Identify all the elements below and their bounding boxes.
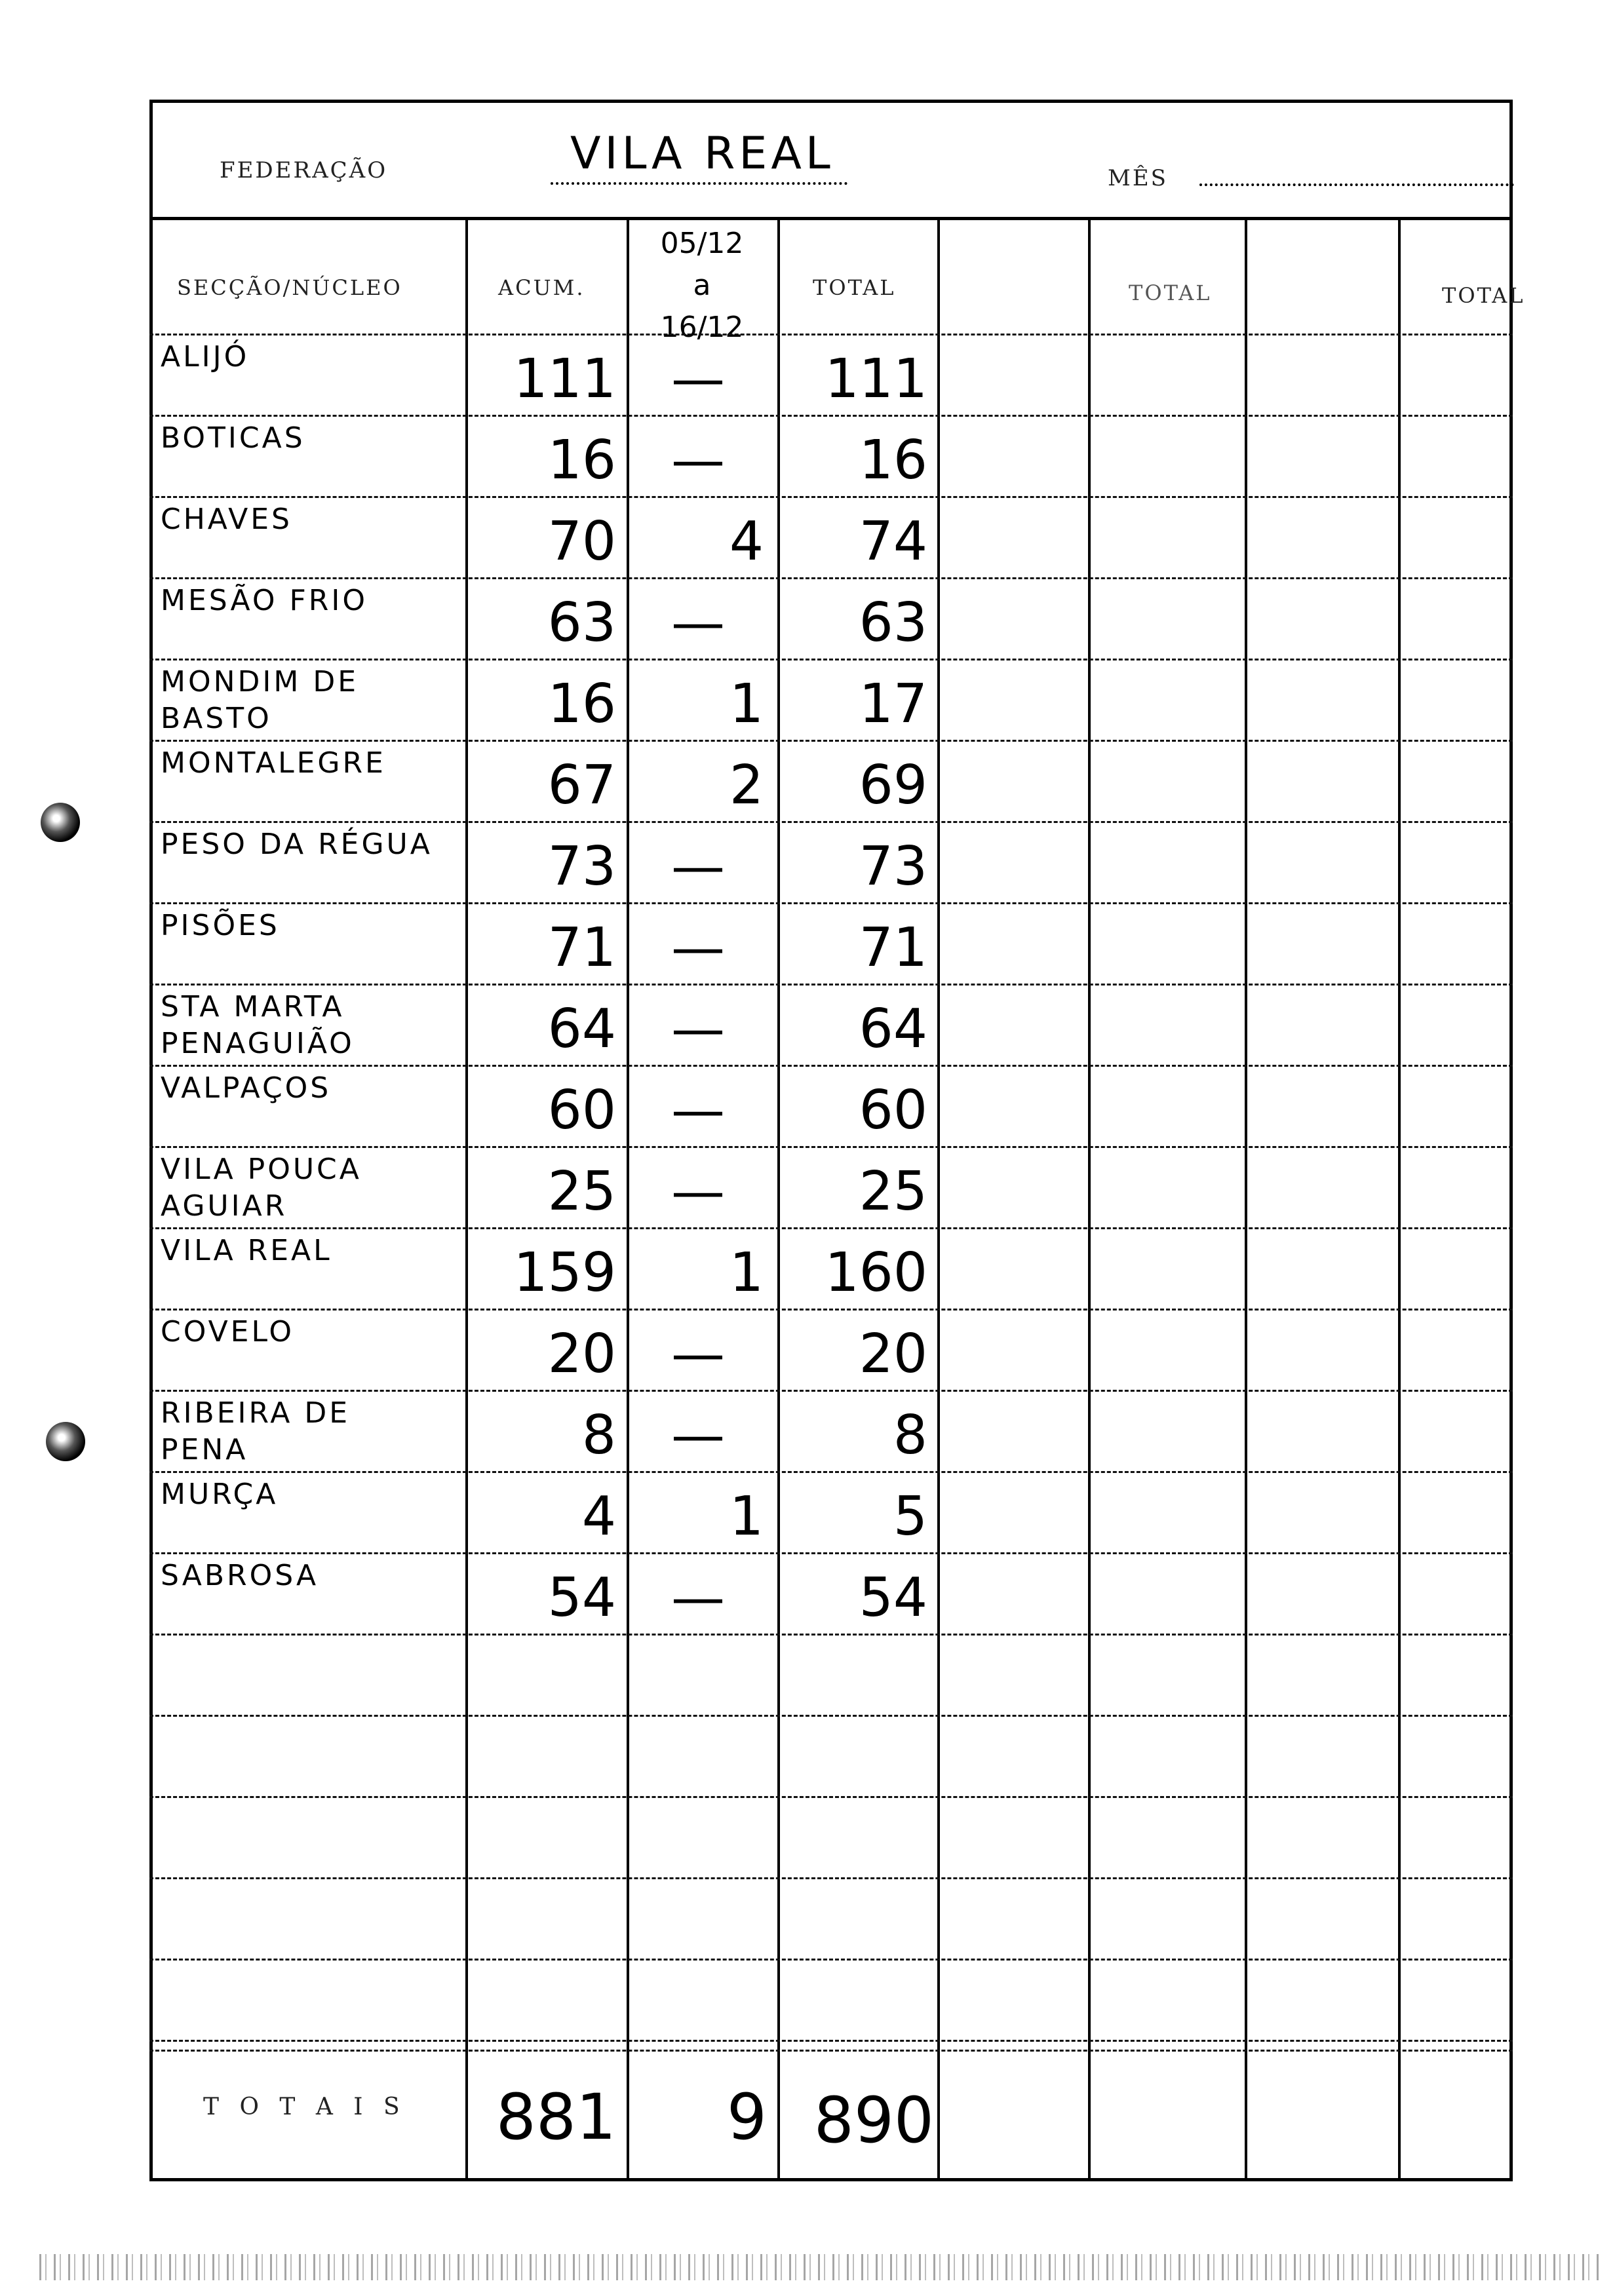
row-name: MESÃO FRIO <box>161 584 368 617</box>
col-seccao: SECÇÃO/NÚCLEO <box>177 275 402 300</box>
row-total: 71 <box>859 917 927 979</box>
row-acum: 63 <box>547 592 616 654</box>
row-name: PESO DA RÉGUA <box>161 828 433 861</box>
col-total-3: TOTAL <box>1442 283 1525 308</box>
federacao-label: FEDERAÇÃO <box>220 157 388 183</box>
column-divider <box>1245 217 1247 2181</box>
row-acum: 8 <box>581 1404 616 1466</box>
row-total: 160 <box>825 1242 927 1304</box>
row-name: SABROSA <box>161 1559 319 1592</box>
totals-acum: 881 <box>496 2080 616 2154</box>
row-total: 25 <box>859 1160 927 1223</box>
row-acum: 4 <box>581 1485 616 1548</box>
row-period: 1 <box>729 673 764 735</box>
col-total-2: TOTAL <box>1129 280 1212 305</box>
row-total: 63 <box>859 592 927 654</box>
row-name: MURÇA <box>161 1478 279 1511</box>
column-divider <box>1398 217 1401 2181</box>
totals-total: 890 <box>813 2084 934 2157</box>
row-divider <box>149 902 1513 906</box>
row-total: 74 <box>859 510 927 573</box>
row-period: 2 <box>729 754 764 816</box>
row-divider <box>149 1959 1513 1962</box>
punch-hole-top <box>41 803 80 842</box>
col-total-1: TOTAL <box>813 275 896 300</box>
row-acum: 67 <box>547 754 616 816</box>
row-total: 8 <box>893 1404 927 1466</box>
period-to: 16/12 <box>660 311 744 344</box>
row-divider <box>149 1715 1513 1719</box>
row-period: — <box>671 429 725 491</box>
row-divider <box>149 1877 1513 1881</box>
row-acum: 111 <box>513 348 616 410</box>
row-acum: 16 <box>547 673 616 735</box>
row-total: 60 <box>859 1079 927 1141</box>
row-acum: 16 <box>547 429 616 491</box>
row-total: 20 <box>859 1323 927 1385</box>
row-divider <box>149 659 1513 662</box>
row-period: 1 <box>729 1242 764 1304</box>
row-divider <box>149 984 1513 987</box>
row-name: RIBEIRA DE PENA <box>161 1396 351 1466</box>
row-name: VILA REAL <box>161 1234 332 1267</box>
row-name: ALIJÓ <box>161 340 250 373</box>
federacao-value: VILA REAL <box>551 128 847 185</box>
row-period: — <box>671 348 725 410</box>
col-acum: ACUM. <box>498 275 585 300</box>
mes-field <box>1199 183 1514 186</box>
scan-artifact <box>39 2254 1599 2280</box>
row-total: 69 <box>859 754 927 816</box>
row-divider <box>149 1227 1513 1231</box>
row-divider <box>149 1146 1513 1150</box>
row-total: 54 <box>859 1567 927 1629</box>
col-period <box>627 223 777 349</box>
row-period: 1 <box>729 1485 764 1548</box>
row-total: 17 <box>859 673 927 735</box>
period-from: 05/12 <box>660 227 744 260</box>
row-divider <box>149 415 1513 419</box>
row-period: — <box>671 1404 725 1466</box>
row-period: — <box>671 1323 725 1385</box>
header-divider <box>149 217 1513 220</box>
row-divider <box>149 496 1513 500</box>
row-name: STA MARTA PENAGUIÃO <box>161 990 355 1060</box>
row-acum: 73 <box>547 835 616 898</box>
period-sep: a <box>693 269 711 302</box>
column-divider <box>465 217 468 2181</box>
row-acum: 20 <box>547 1323 616 1385</box>
row-divider <box>149 2040 1513 2044</box>
row-divider <box>149 1309 1513 1312</box>
column-divider <box>777 217 780 2181</box>
row-acum: 70 <box>547 510 616 573</box>
row-divider <box>149 1065 1513 1069</box>
row-name: VILA POUCA AGUIAR <box>161 1153 362 1223</box>
row-divider <box>149 821 1513 825</box>
row-divider <box>149 577 1513 581</box>
row-name: VALPAÇOS <box>161 1071 332 1105</box>
row-total: 64 <box>859 998 927 1060</box>
row-total: 16 <box>859 429 927 491</box>
row-period: 4 <box>729 510 764 573</box>
row-divider <box>149 1634 1513 1637</box>
row-divider <box>149 1796 1513 1800</box>
row-period: — <box>671 835 725 898</box>
row-name: CHAVES <box>161 503 292 536</box>
row-acum: 71 <box>547 917 616 979</box>
row-acum: 25 <box>547 1160 616 1223</box>
totals-label: T O T A I S <box>203 2094 406 2120</box>
row-divider <box>149 1390 1513 1394</box>
row-name: BOTICAS <box>161 421 305 455</box>
row-name: MONDIM DE BASTO <box>161 665 359 735</box>
row-period: — <box>671 998 725 1060</box>
row-period: — <box>671 592 725 654</box>
row-name: COVELO <box>161 1315 295 1349</box>
row-period: — <box>671 1160 725 1223</box>
row-name: MONTALEGRE <box>161 746 386 780</box>
punch-hole-bottom <box>46 1422 85 1461</box>
column-divider <box>1088 217 1091 2181</box>
row-name: PISÕES <box>161 909 280 942</box>
row-total: 5 <box>893 1485 927 1548</box>
column-divider <box>937 217 940 2181</box>
row-period: — <box>671 1567 725 1629</box>
row-divider <box>149 2050 1513 2054</box>
row-total: 111 <box>825 348 927 410</box>
row-divider <box>149 334 1513 337</box>
row-acum: 64 <box>547 998 616 1060</box>
mes-label: MÊS <box>1108 165 1168 191</box>
row-acum: 159 <box>513 1242 616 1304</box>
row-total: 73 <box>859 835 927 898</box>
row-divider <box>149 1471 1513 1475</box>
totals-period: 9 <box>726 2080 767 2154</box>
row-acum: 54 <box>547 1567 616 1629</box>
row-period: — <box>671 917 725 979</box>
row-divider <box>149 1552 1513 1556</box>
column-divider <box>627 217 629 2181</box>
row-divider <box>149 740 1513 744</box>
row-acum: 60 <box>547 1079 616 1141</box>
row-period: — <box>671 1079 725 1141</box>
